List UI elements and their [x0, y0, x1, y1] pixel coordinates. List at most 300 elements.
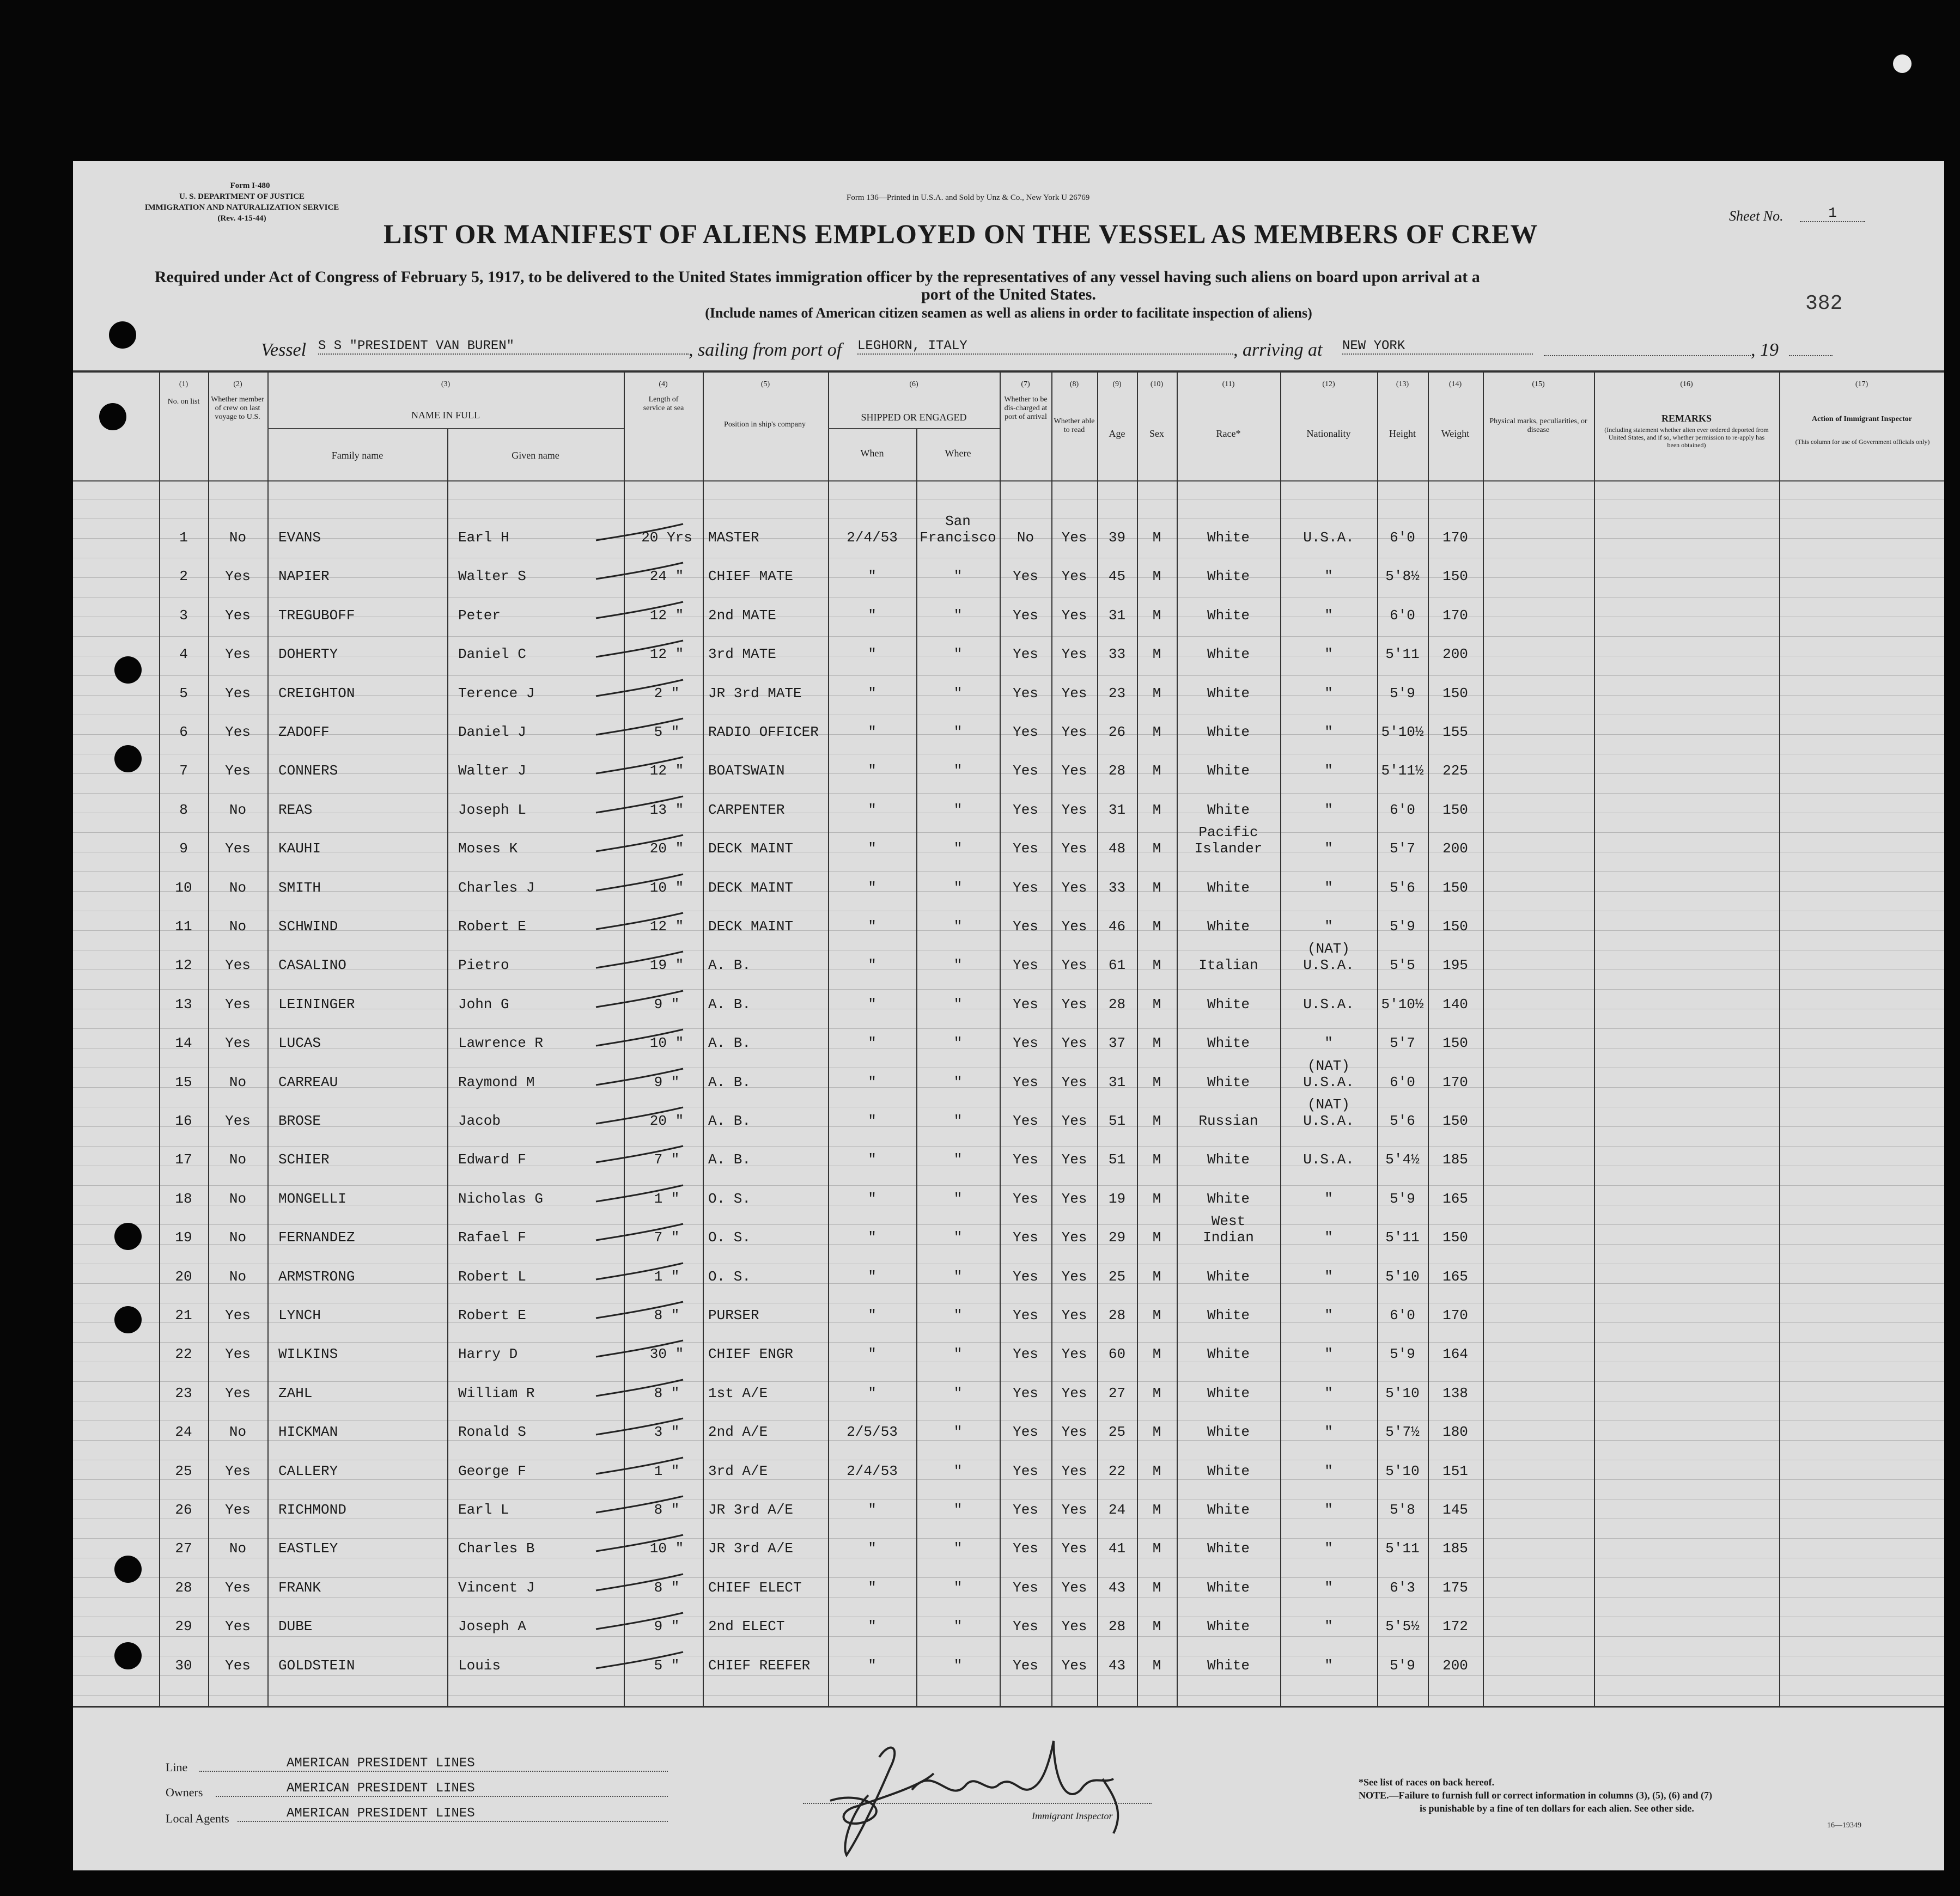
- agents-value: AMERICAN PRESIDENT LINES: [238, 1806, 668, 1822]
- header-name-in-full: NAME IN FULL: [411, 410, 480, 420]
- cell-position: CHIEF REEFER: [708, 1657, 811, 1674]
- cell-height: 5'7: [1390, 1035, 1415, 1051]
- cell-prev: Yes: [225, 724, 251, 740]
- cell-nat: ": [1324, 1580, 1333, 1596]
- cell-nat: ": [1324, 1307, 1333, 1324]
- cell-read: Yes: [1061, 880, 1087, 896]
- column-number-17: (17): [1855, 380, 1868, 388]
- cell-where2: ": [953, 568, 963, 584]
- cell-weight: 170: [1442, 607, 1468, 624]
- column-number-8: (8): [1069, 380, 1079, 388]
- cell-disch: Yes: [1013, 607, 1038, 624]
- cell-nat: ": [1324, 646, 1333, 662]
- check-mark-icon: [591, 520, 689, 552]
- cell-position: A. B.: [708, 1074, 751, 1090]
- cell-sex: M: [1152, 918, 1161, 935]
- cell-prev: Yes: [225, 568, 251, 584]
- cell-weight: 138: [1442, 1385, 1468, 1401]
- cell-disch: Yes: [1013, 1463, 1038, 1479]
- cell-family: LUCAS: [278, 1035, 321, 1051]
- cell-no: 24: [175, 1424, 192, 1440]
- check-mark-icon: [591, 1142, 689, 1174]
- cell-position: O. S.: [708, 1229, 751, 1246]
- cell-race: White: [1207, 1502, 1250, 1518]
- header-sex: Sex: [1149, 428, 1164, 439]
- cell-given: George F: [458, 1463, 526, 1479]
- cell-disch: Yes: [1013, 957, 1038, 973]
- cell-no: 3: [179, 607, 188, 624]
- header-remarks: REMARKS: [1661, 413, 1712, 424]
- form-number: Form I-480: [230, 181, 270, 190]
- cell-nat: ": [1324, 1618, 1333, 1635]
- cell-service: 9 ": [654, 1618, 680, 1635]
- cell-height: 6'0: [1390, 529, 1415, 546]
- cell-nat2: (NAT): [1307, 941, 1350, 957]
- cell-no: 11: [175, 918, 192, 935]
- name-subheader-rule: [267, 428, 624, 429]
- cell-nat: U.S.A.: [1303, 1074, 1354, 1090]
- cell-when: ": [868, 1657, 876, 1674]
- cell-age: 31: [1108, 802, 1126, 818]
- cell-prev: No: [229, 1151, 247, 1168]
- header-nationality: Nationality: [1306, 428, 1351, 439]
- check-mark-icon: [591, 870, 689, 903]
- cell-age: 27: [1108, 1385, 1126, 1401]
- cell-weight: 185: [1442, 1151, 1468, 1168]
- cell-disch: Yes: [1013, 1424, 1038, 1440]
- cell-sex: M: [1152, 724, 1161, 740]
- cell-nat: ": [1324, 1191, 1333, 1207]
- cell-race: White: [1207, 1074, 1250, 1090]
- cell-given: Harry D: [458, 1346, 518, 1362]
- check-mark-icon: [591, 598, 689, 630]
- grid-line: [73, 1342, 1944, 1343]
- cell-where2: ": [953, 1618, 963, 1635]
- cell-sex: M: [1152, 1113, 1161, 1129]
- agents-label: Local Agents: [166, 1812, 229, 1825]
- cell-position: A. B.: [708, 957, 751, 973]
- cell-weight: 150: [1442, 1229, 1468, 1246]
- column-rule: [447, 428, 448, 1707]
- cell-disch: Yes: [1013, 1035, 1038, 1051]
- arrival-date-field: [1544, 339, 1751, 356]
- cell-disch: Yes: [1013, 1502, 1038, 1518]
- cell-given: Joseph L: [458, 802, 526, 818]
- cell-where2: ": [953, 685, 963, 702]
- cell-where2: ": [953, 918, 963, 935]
- cell-height: 5'11½: [1381, 763, 1424, 779]
- cell-position: PURSER: [708, 1307, 759, 1324]
- cell-disch: Yes: [1013, 880, 1038, 896]
- cell-where2: ": [953, 1657, 963, 1674]
- cell-no: 10: [175, 880, 192, 896]
- cell-when: ": [868, 1229, 876, 1246]
- cell-given: Peter: [458, 607, 501, 624]
- header-no-on-list: No. on list: [167, 398, 200, 406]
- cell-read: Yes: [1061, 802, 1087, 818]
- column-number-13: (13): [1396, 380, 1409, 388]
- cell-age: 28: [1108, 1307, 1126, 1324]
- cell-family: LYNCH: [278, 1307, 321, 1324]
- cell-no: 5: [179, 685, 188, 702]
- cell-when: ": [868, 1385, 876, 1401]
- cell-height: 5'10½: [1381, 724, 1424, 740]
- header-able-to-read: Whether able to read: [1054, 417, 1095, 434]
- penalty-note-2: is punishable by a fine of ten dollars for each alien. See other side.: [1420, 1803, 1694, 1814]
- cell-service: 10 ": [649, 880, 684, 896]
- line-label: Line: [166, 1760, 188, 1774]
- cell-position: A. B.: [708, 1035, 751, 1051]
- cell-service: 12 ": [649, 763, 684, 779]
- cell-service: 20 Yrs: [641, 529, 692, 546]
- cell-disch: Yes: [1013, 1540, 1038, 1557]
- cell-where2: ": [953, 607, 963, 624]
- cell-family: EVANS: [278, 529, 321, 546]
- inspector-label: Immigrant Inspector: [1032, 1810, 1113, 1821]
- cell-when: ": [868, 1035, 876, 1051]
- cell-prev: Yes: [225, 1346, 251, 1362]
- cell-nat: ": [1324, 1502, 1333, 1518]
- cell-disch: Yes: [1013, 1113, 1038, 1129]
- cell-given: Robert L: [458, 1269, 526, 1285]
- cell-family: BROSE: [278, 1113, 321, 1129]
- check-mark-icon: [591, 1608, 689, 1641]
- owners-value: AMERICAN PRESIDENT LINES: [216, 1781, 668, 1797]
- shipped-subheader-rule: [828, 428, 1000, 429]
- cell-disch: Yes: [1013, 685, 1038, 702]
- cell-weight: 185: [1442, 1540, 1468, 1557]
- column-number-12: (12): [1322, 380, 1335, 388]
- cell-disch: Yes: [1013, 724, 1038, 740]
- cell-sex: M: [1152, 529, 1161, 546]
- cell-where2: ": [953, 1502, 963, 1518]
- cell-position: JR 3rd A/E: [708, 1502, 794, 1518]
- grid-line: [73, 1695, 1944, 1696]
- cell-service: 2 ": [654, 685, 680, 702]
- cell-age: 31: [1108, 1074, 1126, 1090]
- cell-weight: 150: [1442, 568, 1468, 584]
- cell-when: 2/5/53: [847, 1424, 898, 1440]
- cell-read: Yes: [1061, 685, 1087, 702]
- cell-when: ": [868, 1346, 876, 1362]
- cell-age: 60: [1108, 1346, 1126, 1362]
- column-rule: [267, 373, 269, 1707]
- header-age: Age: [1109, 428, 1125, 439]
- cell-weight: 165: [1442, 1191, 1468, 1207]
- cell-no: 4: [179, 646, 188, 662]
- cell-no: 30: [175, 1657, 192, 1674]
- cell-age: 39: [1108, 529, 1126, 546]
- cell-position: 2nd ELECT: [708, 1618, 785, 1635]
- cell-given: Rafael F: [458, 1229, 526, 1246]
- cell-family: TREGUBOFF: [278, 607, 355, 624]
- cell-age: 41: [1108, 1540, 1126, 1557]
- cell-nat: ": [1324, 880, 1333, 896]
- cell-service: 12 ": [649, 607, 684, 624]
- cell-age: 48: [1108, 840, 1126, 857]
- cell-disch: Yes: [1013, 1346, 1038, 1362]
- cell-family: DOHERTY: [278, 646, 338, 662]
- check-mark-icon: [591, 1531, 689, 1563]
- cell-read: Yes: [1061, 1618, 1087, 1635]
- cell-when: ": [868, 1269, 876, 1285]
- grid-line: [73, 636, 1944, 637]
- arriving-port: NEW YORK: [1342, 339, 1533, 355]
- header-position: Position in ship's company: [724, 420, 806, 429]
- grid-line: [73, 871, 1944, 872]
- cell-race: White: [1207, 607, 1250, 624]
- check-mark-icon: [591, 947, 689, 980]
- cell-when: ": [868, 1502, 876, 1518]
- cell-family: KAUHI: [278, 840, 321, 857]
- punch-hole: [109, 321, 136, 349]
- cell-family: HICKMAN: [278, 1424, 338, 1440]
- grid-line: [73, 1675, 1944, 1676]
- cell-nat: ": [1324, 763, 1333, 779]
- cell-race: White: [1207, 1307, 1250, 1324]
- cell-no: 13: [175, 996, 192, 1013]
- cell-where2: ": [953, 1035, 963, 1051]
- cell-family: FERNANDEZ: [278, 1229, 355, 1246]
- cell-prev: No: [229, 880, 247, 896]
- cell-given: Robert E: [458, 918, 526, 935]
- cell-family: FRANK: [278, 1580, 321, 1596]
- cell-sex: M: [1152, 1618, 1161, 1635]
- cell-when: ": [868, 918, 876, 935]
- cell-prev: Yes: [225, 1113, 251, 1129]
- cell-read: Yes: [1061, 1540, 1087, 1557]
- cell-where2: ": [953, 880, 963, 896]
- column-number-9: (9): [1112, 380, 1122, 388]
- cell-weight: 164: [1442, 1346, 1468, 1362]
- subtitle-note: (Include names of American citizen seamen as well as aliens in order to facilitate inspection of aliens): [705, 305, 1312, 321]
- cell-age: 29: [1108, 1229, 1126, 1246]
- cell-sex: M: [1152, 763, 1161, 779]
- cell-weight: 170: [1442, 1074, 1468, 1090]
- cell-nat: ": [1324, 607, 1333, 624]
- header-inspector-action: Action of Immigrant Inspector: [1812, 415, 1912, 423]
- cell-where2: ": [953, 1269, 963, 1285]
- cell-age: 61: [1108, 957, 1126, 973]
- cell-disch: Yes: [1013, 918, 1038, 935]
- header-family-name: Family name: [331, 450, 384, 461]
- cell-nat: U.S.A.: [1303, 529, 1354, 546]
- cell-disch: Yes: [1013, 840, 1038, 857]
- cell-where2: ": [953, 1074, 963, 1090]
- cell-weight: 165: [1442, 1269, 1468, 1285]
- cell-service: 8 ": [654, 1580, 680, 1596]
- cell-no: 19: [175, 1229, 192, 1246]
- cell-given: Vincent J: [458, 1580, 535, 1596]
- cell-age: 51: [1108, 1151, 1126, 1168]
- cell-where2: ": [953, 1463, 963, 1479]
- cell-when: ": [868, 840, 876, 857]
- cell-weight: 170: [1442, 529, 1468, 546]
- cell-no: 15: [175, 1074, 192, 1090]
- grid-line: [73, 989, 1944, 990]
- cell-sex: M: [1152, 646, 1161, 662]
- check-mark-icon: [591, 714, 689, 747]
- check-mark-icon: [591, 1297, 689, 1330]
- grid-line: [73, 1597, 1944, 1598]
- cell-read: Yes: [1061, 1502, 1087, 1518]
- cell-age: 33: [1108, 880, 1126, 896]
- cell-position: A. B.: [708, 1113, 751, 1129]
- sheet-label: Sheet No.: [1729, 208, 1784, 224]
- column-number-6: (6): [909, 380, 918, 388]
- cell-prev: Yes: [225, 1618, 251, 1635]
- cell-family: EASTLEY: [278, 1540, 338, 1557]
- cell-height: 5'7: [1390, 840, 1415, 857]
- cell-sex: M: [1152, 568, 1161, 584]
- cell-position: A. B.: [708, 996, 751, 1013]
- cell-sex: M: [1152, 607, 1161, 624]
- cell-read: Yes: [1061, 607, 1087, 624]
- cell-position: 3rd A/E: [708, 1463, 768, 1479]
- cell-when: ": [868, 646, 876, 662]
- cell-family: CASALINO: [278, 957, 346, 973]
- cell-family: CONNERS: [278, 763, 338, 779]
- cell-race2: Pacific: [1198, 824, 1258, 840]
- cell-family: ARMSTRONG: [278, 1269, 355, 1285]
- cell-where2: ": [953, 1424, 963, 1440]
- cell-sex: M: [1152, 1151, 1161, 1168]
- cell-weight: 150: [1442, 685, 1468, 702]
- cell-age: 28: [1108, 996, 1126, 1013]
- column-rule: [1594, 373, 1595, 1707]
- cell-where2: ": [953, 957, 963, 973]
- cell-where2: Francisco: [920, 529, 996, 546]
- header-discharged: Whether to be dis-charged at port of arrival: [1004, 395, 1048, 421]
- cell-read: Yes: [1061, 529, 1087, 546]
- cell-no: 21: [175, 1307, 192, 1324]
- printer-line: Form 136—Printed in U.S.A. and Sold by Unz & Co., New York U 26769: [847, 193, 1090, 202]
- check-mark-icon: [591, 1492, 689, 1525]
- cell-given: Moses K: [458, 840, 518, 857]
- cell-sex: M: [1152, 1307, 1161, 1324]
- cell-race: White: [1207, 1463, 1250, 1479]
- cell-given: Ronald S: [458, 1424, 526, 1440]
- cell-read: Yes: [1061, 1307, 1087, 1324]
- cell-sex: M: [1152, 802, 1161, 818]
- cell-prev: Yes: [225, 685, 251, 702]
- cell-height: 5'8: [1390, 1502, 1415, 1518]
- cell-weight: 150: [1442, 880, 1468, 896]
- cell-age: 25: [1108, 1424, 1126, 1440]
- cell-read: Yes: [1061, 840, 1087, 857]
- cell-height: 5'10: [1385, 1463, 1420, 1479]
- cell-age: 43: [1108, 1657, 1126, 1674]
- cell-race: White: [1207, 724, 1250, 740]
- cell-weight: 150: [1442, 1035, 1468, 1051]
- cell-prev: Yes: [225, 646, 251, 662]
- cell-service: 12 ": [649, 646, 684, 662]
- cell-disch: Yes: [1013, 1580, 1038, 1596]
- cell-height: 5'9: [1390, 1657, 1415, 1674]
- check-mark-icon: [591, 792, 689, 825]
- cell-race: Islander: [1194, 840, 1263, 857]
- cell-position: RADIO OFFICER: [708, 724, 819, 740]
- check-mark-icon: [591, 558, 689, 591]
- cell-nat: ": [1324, 918, 1333, 935]
- cell-prev: Yes: [225, 1385, 251, 1401]
- cell-prev: Yes: [225, 763, 251, 779]
- page-number: 382: [1805, 292, 1843, 315]
- cell-sex: M: [1152, 1346, 1161, 1362]
- column-number-15: (15): [1532, 380, 1545, 388]
- cell-weight: 172: [1442, 1618, 1468, 1635]
- cell-weight: 225: [1442, 763, 1468, 779]
- cell-height: 5'9: [1390, 1191, 1415, 1207]
- cell-family: SMITH: [278, 880, 321, 896]
- owners-label: Owners: [166, 1785, 203, 1799]
- cell-read: Yes: [1061, 1035, 1087, 1051]
- cell-read: Yes: [1061, 1346, 1087, 1362]
- cell-height: 6'3: [1390, 1580, 1415, 1596]
- cell-when: ": [868, 1618, 876, 1635]
- cell-race: White: [1207, 1657, 1250, 1674]
- cell-service: 13 ": [649, 802, 684, 818]
- cell-race: White: [1207, 1385, 1250, 1401]
- check-mark-icon: [591, 1181, 689, 1214]
- cell-nat: ": [1324, 685, 1333, 702]
- sailing-port: LEGHORN, ITALY: [857, 339, 1233, 355]
- header-length-of-service: Length of service at sea: [643, 395, 684, 412]
- cell-prev: No: [229, 529, 247, 546]
- cell-given: Earl H: [458, 529, 509, 546]
- column-rule: [1779, 373, 1780, 1707]
- cell-weight: 140: [1442, 996, 1468, 1013]
- subtitle-line-1: Required under Act of Congress of February 5, 1917, to be delivered to the United States immigration officer by the representatives of any vessel having such aliens on board upon arrival at a: [155, 268, 1480, 286]
- cell-weight: 145: [1442, 1502, 1468, 1518]
- cell-read: Yes: [1061, 1424, 1087, 1440]
- check-mark-icon: [591, 675, 689, 708]
- cell-position: DECK MAINT: [708, 918, 794, 935]
- cell-height: 5'4½: [1385, 1151, 1420, 1168]
- cell-service: 1 ": [654, 1191, 680, 1207]
- cell-family: ZADOFF: [278, 724, 330, 740]
- cell-weight: 150: [1442, 802, 1468, 818]
- cell-height: 5'6: [1390, 880, 1415, 896]
- punch-hole: [114, 1642, 142, 1669]
- cell-race: White: [1207, 1269, 1250, 1285]
- cell-height: 5'8½: [1385, 568, 1420, 584]
- cell-given: Lawrence R: [458, 1035, 544, 1051]
- cell-given: Raymond M: [458, 1074, 535, 1090]
- cell-where2: ": [953, 646, 963, 662]
- cell-position: A. B.: [708, 1151, 751, 1168]
- cell-read: Yes: [1061, 996, 1087, 1013]
- cell-no: 18: [175, 1191, 192, 1207]
- cell-when: ": [868, 996, 876, 1013]
- cell-given: Earl L: [458, 1502, 509, 1518]
- cell-read: Yes: [1061, 1229, 1087, 1246]
- cell-where2: ": [953, 1540, 963, 1557]
- check-mark-icon: [591, 909, 689, 941]
- cell-service: 19 ": [649, 957, 684, 973]
- punch-hole: [99, 403, 126, 430]
- cell-sex: M: [1152, 1229, 1161, 1246]
- cell-race: White: [1207, 880, 1250, 896]
- cell-height: 6'0: [1390, 1307, 1415, 1324]
- cell-weight: 170: [1442, 1307, 1468, 1324]
- cell-family: SCHIER: [278, 1151, 330, 1168]
- cell-service: 20 ": [649, 1113, 684, 1129]
- cell-prev: Yes: [225, 996, 251, 1013]
- cell-read: Yes: [1061, 1385, 1087, 1401]
- table-top-rule: [73, 370, 1944, 373]
- check-mark-icon: [591, 753, 689, 785]
